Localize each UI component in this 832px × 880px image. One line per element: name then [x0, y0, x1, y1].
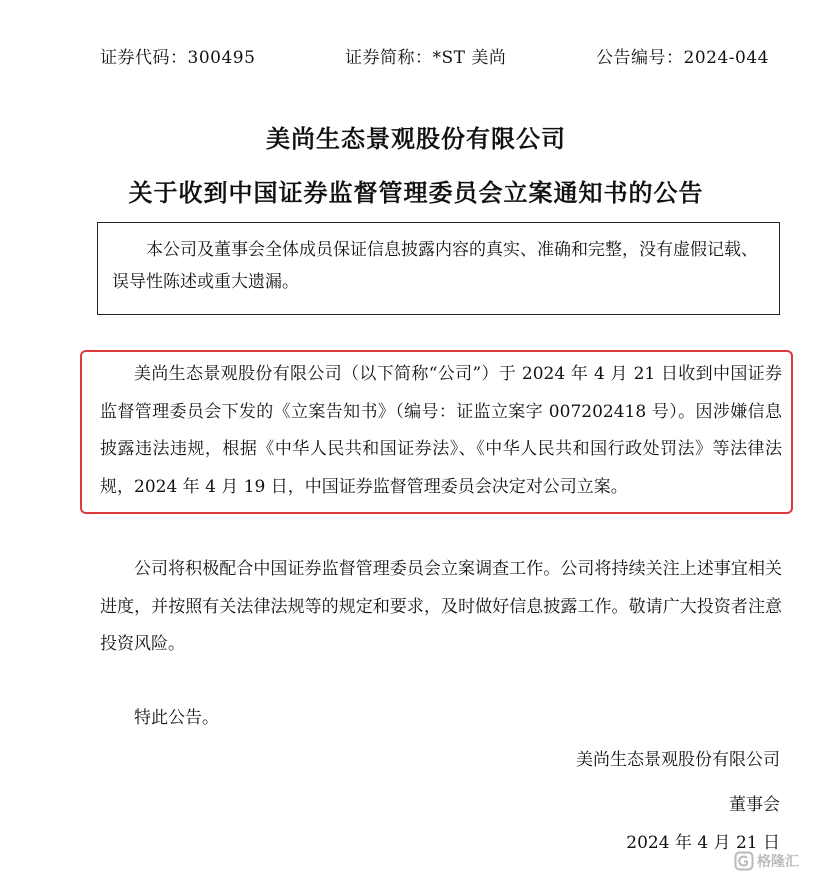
announcement-title: 关于收到中国证券监督管理委员会立案通知书的公告 [128, 179, 704, 207]
signature-date: 2024 年 4 月 21 日 [626, 833, 780, 853]
stock-short-name: 证券简称：*ST 美尚 [345, 48, 507, 68]
closing-remark: 特此公告。 [134, 708, 219, 728]
disclaimer-text: 本公司及董事会全体成员保证信息披露内容的真实、准确和完整，没有虚假记载、误导性陈述或重大遗漏。 [112, 240, 758, 292]
signature-company: 美尚生态景观股份有限公司 [576, 750, 780, 770]
body-paragraph-cooperation: 公司将积极配合中国证券监督管理委员会立案调查工作。公司将持续关注上述事宜相关进度，并按照有关法律法规等的规定和要求，及时做好信息披露工作。敬请广大投资者注意投资风险。 [100, 559, 782, 654]
stock-code: 证券代码：300495 [100, 48, 256, 68]
company-title: 美尚生态景观股份有限公司 [266, 125, 566, 153]
watermark-text: 格隆汇 [757, 854, 799, 870]
disclaimer-box [97, 222, 780, 315]
body-paragraph-investigation: 美尚生态景观股份有限公司（以下简称“公司”）于 2024 年 4 月 21 日收到中国证券监督管理委员会下发的《立案告知书》（编号：证监立案字 007202418 号）。因涉嫌信息披露违法违规，根据《中华人民共和国证券法》、《中华人民共和国行政处罚法》等法律法规，2024 年 4 月 19 日，中国证券监督管理委员会决定对公司立案。 [100, 364, 782, 497]
watermark [734, 850, 799, 872]
announcement-number: 公告编号：2024-044 [596, 48, 769, 68]
signature-board: 董事会 [729, 795, 780, 815]
watermark-logo-icon [734, 851, 754, 871]
